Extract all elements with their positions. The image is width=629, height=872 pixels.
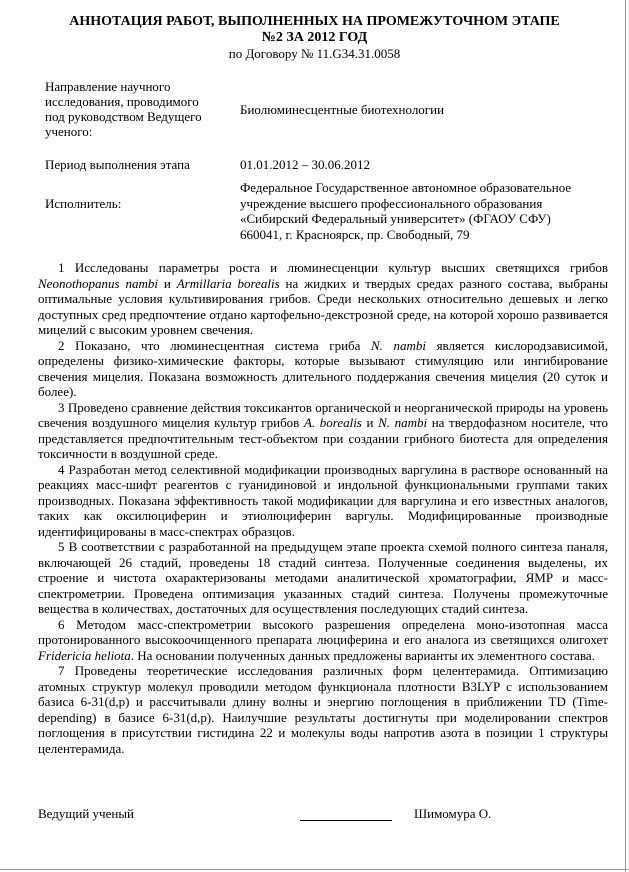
- executor-value: Федеральное Государственное автономное образовательное учреждение высшего профессионального образования «Сибирский Федеральный университет» (ФГАОУ СФУ) 660041, г. Красноярск, пр. Свободный, 79: [240, 180, 572, 242]
- direction-value: Биолюминесцентные биотехнологии: [240, 102, 445, 117]
- executor-label: Исполнитель:: [45, 196, 122, 211]
- direction-label: Направление научного исследования, проводимого под руководством Ведущего ученого:: [45, 79, 202, 139]
- paragraph-6: 6 Методом масс-спектрометрии высокого разрешения определена моно-изотопная масса протонированного высокоочищенного препарата люциферина и его аналога из светящихся олигохет Fridericia heliota. На основании полученных данных предложены варианты их элементного состава.: [38, 616, 608, 663]
- contract-number: по Договору № 11.G34.31.0058: [228, 46, 401, 61]
- paragraph-1: 1 Исследованы параметры роста и люминесценции культур высших светящихся грибов Neonothopanus nambi и Armillaria borealis на жидких и твердых средах разного состава, выбраны оптимальные условия культивирования грибов. Среди нескольких относительно дешевых и легко доступных сред предпочтение отдано картофельно-декстрозной среде, на которой хорошо развивается мицелий с высоким уровнем свечения.: [38, 260, 608, 337]
- paragraph-5: 5 В соответствии с разработанной на предыдущем этапе проекта схемой полного синтеза паналя, включающей 26 стадий, проведены 18 стадий синтеза. Полученные соединения выделены, их строение и чистота охарактеризованы методами аналитической хроматографии, ЯМР и масс-спектрометрии. Проведена оптимизация указанных стадий синтеза. Получены промежуточные вещества в количествах, достаточных для осуществления последующих стадий синтеза.: [38, 539, 608, 616]
- doc-title-line2: №2 ЗА 2012 ГОД: [261, 30, 368, 45]
- paragraph-3: 3 Проведено сравнение действия токсикантов органической и неорганической природы на уровень свечения воздушного мицелия культур грибов A. borealis и N. nambi на твердофазном носителе, что представляется предпочтительным тест-объектом при создании грибного биотеста для определения токсичности в воздушной среде.: [38, 399, 608, 461]
- page-border-bottom: [0, 869, 629, 870]
- signer-name: Шимомура О.: [414, 806, 492, 821]
- period-value: 01.01.2012 – 30.06.2012: [240, 157, 370, 172]
- doc-title-line1: АННОТАЦИЯ РАБОТ, ВЫПОЛНЕННЫХ НА ПРОМЕЖУТОЧНОМ ЭТАПЕ: [69, 14, 560, 29]
- paragraph-2: 2 Показано, что люминесцентная система гриба N. nambi является кислородзависимой, определены физико-химические факторы, которые вызывают стимуляцию или ингибирование свечения мицелия. Показана возможность длительного поддержания свечения мицелия (20 суток и более).: [38, 337, 609, 399]
- signature-line: [300, 820, 392, 821]
- page-border-right: [625, 0, 626, 872]
- paragraph-4: 4 Разработан метод селективной модификации производных варгулина в растворе основанный на реакциях масс-шифт реагентов с гуанидиновой и индольной функциональными группами таких производных. Показана эффективность такой модификации для варгулина и его известных аналогов, таких как оксилюциферин и этиолюциферин варгулы. Модифицированные производные идентифицированы в масс-спектрах образцов.: [38, 461, 608, 539]
- paragraph-7: 7 Проведены теоретические исследования различных форм целентерамида. Оптимизацию атомных структур молекул проводили методом функционала плотности B3LYP с использованием базиса 6-31(d,p) и рассчитывали длину волны и энергию поглощения в приближении TD (Time-depending) в базисе 6-31(d,p). Наилучшие результаты достигнуты при моделировании спектров поглощения в присутствии гистидина 22 и молекулы воды напротив азота в позиции 1 структуры целентерамида.: [38, 663, 608, 756]
- annotation-body: [38, 260, 608, 756]
- period-label: Период выполнения этапа: [45, 157, 190, 172]
- signer-role: Ведущий ученый: [38, 806, 135, 821]
